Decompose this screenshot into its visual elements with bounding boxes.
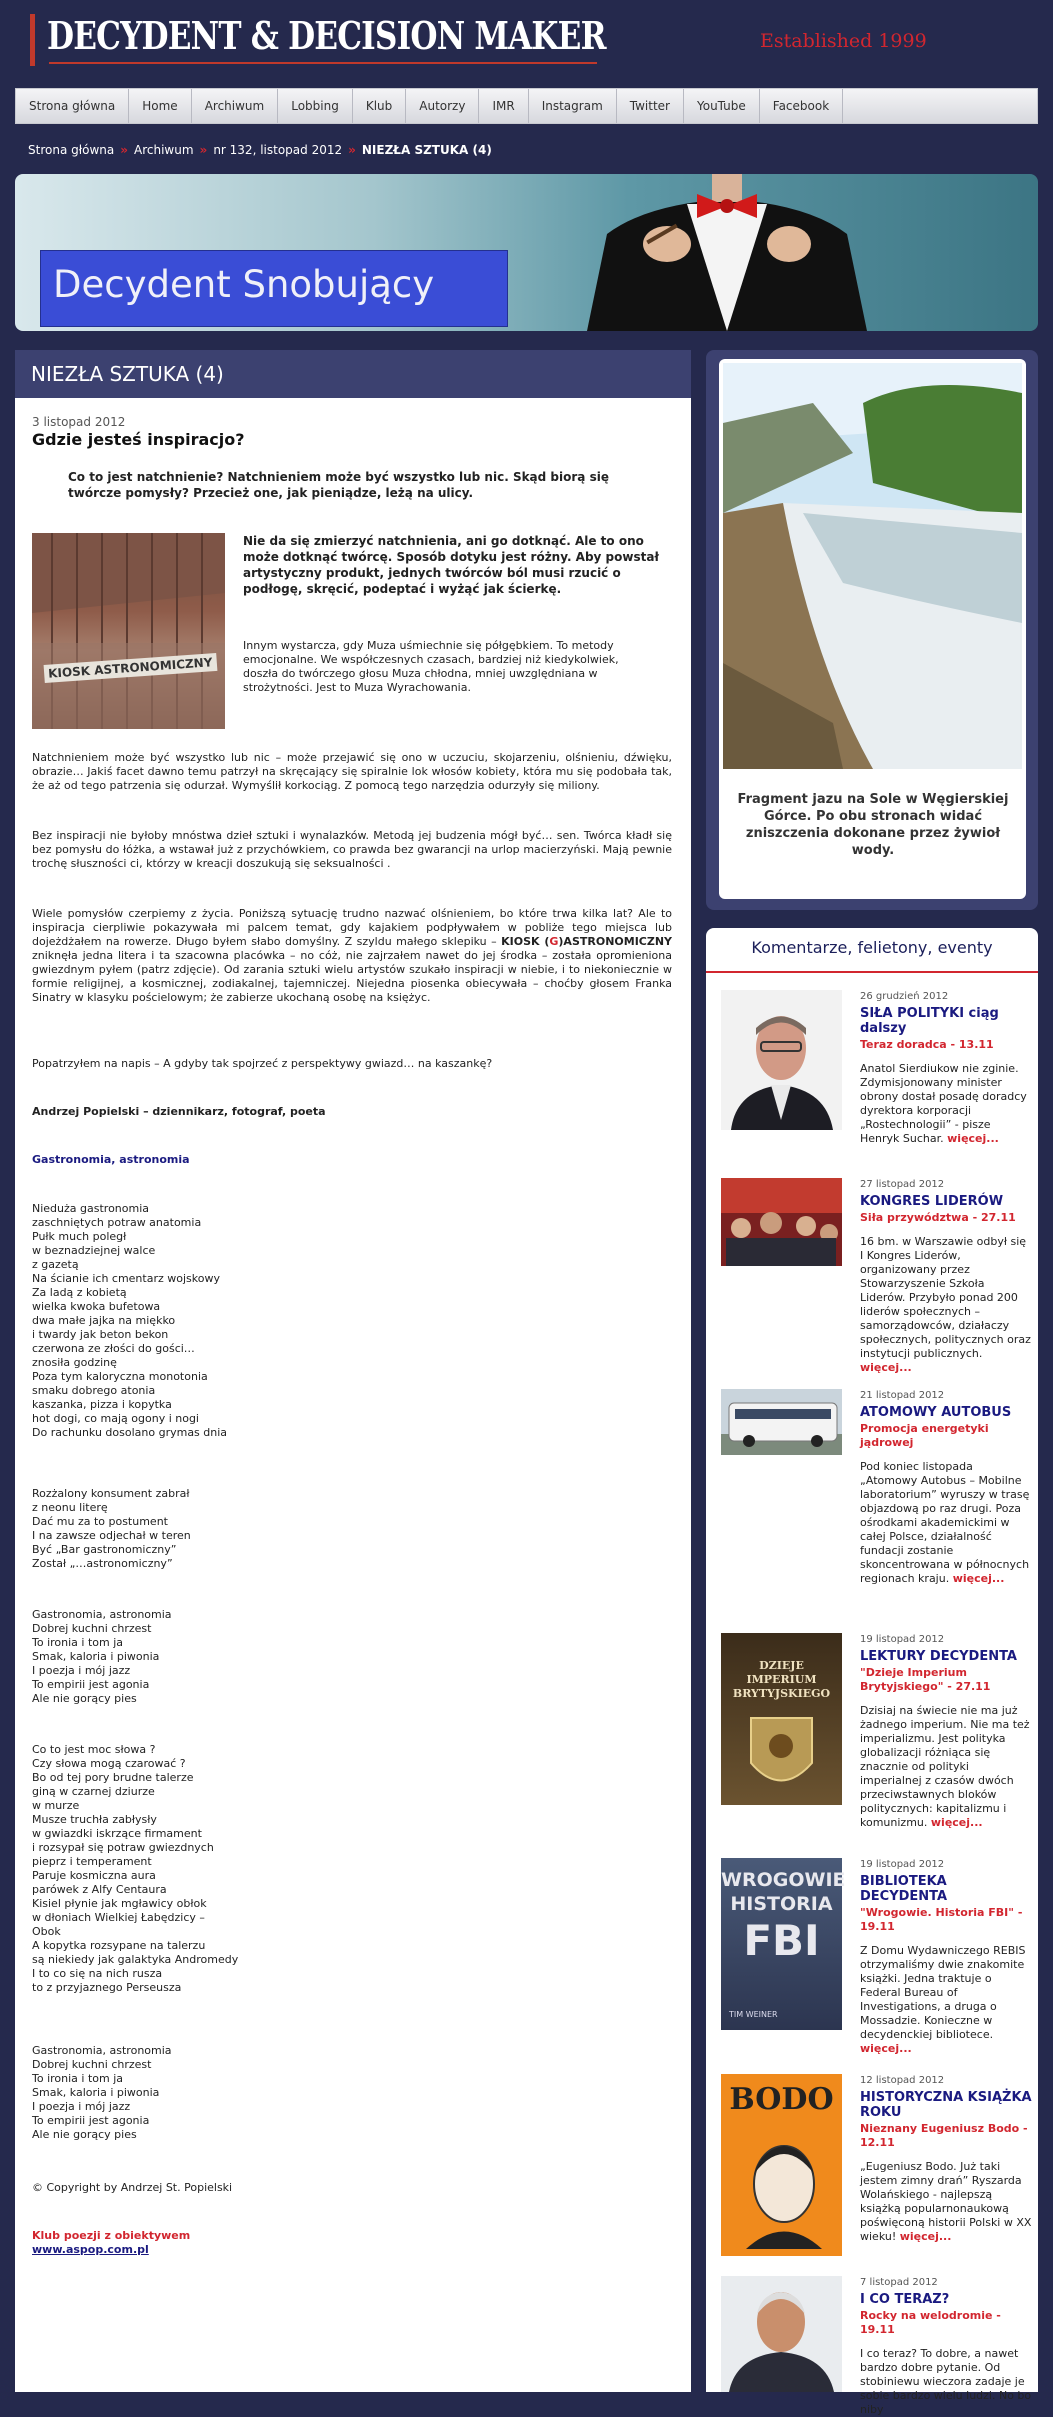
more-link[interactable]: więcej... bbox=[860, 1361, 912, 1374]
more-link[interactable]: więcej... bbox=[930, 1816, 983, 1829]
comment-date: 19 listopad 2012 bbox=[860, 1859, 945, 1870]
more-link[interactable]: więcej... bbox=[952, 1572, 1005, 1585]
congress-photo[interactable] bbox=[721, 1178, 842, 1266]
nav-imr[interactable]: IMR bbox=[479, 89, 528, 123]
more-link[interactable]: więcej... bbox=[860, 2042, 912, 2055]
kiosk-photo bbox=[32, 533, 225, 729]
breadcrumb-separator-icon: » bbox=[348, 143, 356, 157]
poem-stanza-2: Rozżalony konsument zabrał z neonu literę Dać mu za to postument I na zawsze odjechał w teren Być „Bar gastronomiczny” Został „…astronomiczny” bbox=[32, 1487, 191, 1570]
comment-title[interactable]: ATOMOWY AUTOBUS bbox=[860, 1405, 1012, 1420]
article-body bbox=[32, 415, 672, 2375]
fbi-book-author: TIM WEINER bbox=[729, 2010, 778, 2019]
book-cover-empire[interactable] bbox=[721, 1633, 842, 1805]
kiosk-building-image bbox=[32, 533, 225, 729]
comment-title[interactable]: HISTORYCZNA KSIĄŻKA ROKU bbox=[860, 2090, 1032, 2120]
section-title: NIEZŁA SZTUKA (4) bbox=[15, 350, 691, 398]
comment-subtitle[interactable]: "Wrogowie. Historia FBI" - 19.11 bbox=[860, 1906, 1023, 1933]
comment-body-text: Z Domu Wydawniczego REBIS otrzymaliśmy dwie znakomite książki. Jedna traktuje o Federal Bureau of Investigations, a druga o Mossadzie. Konieczne w decydenckiej bibliotece. bbox=[860, 1944, 1026, 2041]
comment-body-text: „Eugeniusz Bodo. Już taki jestem zimny drań” Ryszarda Wolańskiego - najlepszą książką popularnonaukową poświęconą historii Polski w XX wieku! bbox=[860, 2160, 1032, 2243]
comment-body-text: Pod koniec listopada „Atomowy Autobus – Mobilne laboratorium” wyruszy w trasę objazdową po raz drugi. Poza ośrodkami akademickimi w całej Polsce, działalność fundacji zostanie skoncentrowana w północnych regionach kraju. bbox=[860, 1460, 1030, 1585]
comment-subtitle[interactable]: Teraz doradca - 13.11 bbox=[860, 1038, 994, 1051]
comment-entry bbox=[721, 1858, 1031, 2054]
copyright: © Copyright by Andrzej St. Popielski bbox=[32, 2181, 233, 2194]
comment-entry bbox=[721, 2074, 1031, 2274]
breadcrumb-separator-icon: » bbox=[120, 143, 129, 157]
fbi-title-line-2: HISTORIA bbox=[730, 1893, 833, 1915]
crest-icon bbox=[741, 1708, 822, 1798]
comment-entry bbox=[721, 990, 1031, 1145]
featured-photo-card bbox=[719, 359, 1026, 899]
banner-title-box bbox=[40, 250, 508, 327]
site-logo[interactable] bbox=[30, 14, 728, 66]
featured-photo-panel bbox=[706, 350, 1038, 910]
nav-strona-glowna[interactable]: Strona główna bbox=[16, 89, 129, 123]
comment-text bbox=[860, 2074, 1032, 2244]
poem-stanza-3: Gastronomia, astronomia Dobrej kuchni chrzest To ironia i tom ja Smak, kaloria i piwonia I poezja i mój jazz To empirii jest agonia Ale nie gorący pies bbox=[32, 1608, 172, 1705]
comment-date: 12 listopad 2012 bbox=[860, 2075, 945, 2086]
main-nav bbox=[15, 88, 1038, 124]
poem-stanza-1: Nieduża gastronomia zaschniętych potraw anatomia Pułk much poległ w beznadziejnej walce z gazetą Na ścianie ich cmentarz wojskowy Za ladą z kobietą wielka kwoka bufetowa dwa małe jajka na miękko i twardy jak beton bekon czerwona ze złości do gości… znosiła godzinę Poza tym kaloryczna monotonia smaku dobrego atonia kaszanka, pizza i kopytka hot dogi, co mają ogony i nogi Do rachunku dosolano grymas dnia bbox=[32, 1202, 228, 1439]
bodo-title: BODO bbox=[729, 2082, 834, 2117]
comment-title[interactable]: KONGRES LIDERÓW bbox=[860, 1194, 1004, 1209]
comment-date: 27 listopad 2012 bbox=[860, 1179, 945, 1190]
comment-body bbox=[860, 1235, 1032, 1375]
banner-title: Decydent Snobujący bbox=[53, 263, 435, 306]
comment-subtitle[interactable]: Rocky na welodromie - 19.11 bbox=[860, 2309, 1001, 2336]
breadcrumb-separator-icon: » bbox=[199, 143, 208, 157]
poem-title: Gastronomia, astronomia bbox=[32, 1153, 190, 1166]
nav-instagram[interactable]: Instagram bbox=[529, 89, 617, 123]
comment-text bbox=[860, 2276, 1032, 2417]
comment-subtitle[interactable]: Nieznany Eugeniusz Bodo - 12.11 bbox=[860, 2122, 1028, 2149]
article-lead: Co to jest natchnienie? Natchnieniem może być wszystko lub nic. Skąd biorą się twórcze pomysły? Przecież one, jak pieniądze, leżą na ulicy. bbox=[68, 470, 609, 500]
article-paragraph-3 bbox=[32, 907, 672, 1005]
article-author: Andrzej Popielski – dziennikarz, fotograf, poeta bbox=[32, 1105, 326, 1118]
article-date: 3 listopad 2012 bbox=[32, 415, 126, 429]
comments-title: Komentarze, felietony, eventy bbox=[751, 938, 993, 957]
comment-body bbox=[860, 1944, 1032, 2056]
kiosk-letter-g: G bbox=[549, 935, 559, 948]
comment-subtitle[interactable]: "Dzieje Imperium Brytyjskiego" - 27.11 bbox=[860, 1666, 991, 1693]
comment-entry bbox=[721, 1389, 1031, 1611]
nav-twitter[interactable]: Twitter bbox=[617, 89, 684, 123]
comment-entry bbox=[721, 2276, 1032, 2416]
comment-body bbox=[860, 2160, 1032, 2244]
nav-lobbing[interactable]: Lobbing bbox=[278, 89, 353, 123]
article-paragraph-1: Natchnieniem może być wszystko lub nic – może przejawić się ono w uczuciu, skojarzeniu, olśnieniu, dźwięku, obrazie… Jakiś facet dawno temu patrzył na skręcający się spiralnie lok włosów kobiety, która mu się podobała tak, że aż od tego patrzenia się odurzał. Wymyślił korkociąg. Z pomocą tego narzędzia odurzyły się miliony. bbox=[32, 751, 672, 792]
more-link[interactable]: więcej... bbox=[899, 2230, 952, 2243]
nav-youtube[interactable]: YouTube bbox=[684, 89, 760, 123]
comment-date: 7 listopad 2012 bbox=[860, 2277, 938, 2288]
comment-entry bbox=[721, 1633, 1031, 1848]
kiosk-name-end: )ASTRONOMICZNY bbox=[558, 935, 673, 948]
article-panel bbox=[15, 350, 691, 2392]
article-paragraph-2: Bez inspiracji nie byłoby mnóstwa dzieł sztuki i wynalazków. Metodą jej budzenia mógł być… sen. Twórca kładł się bez pomysłu do łóżka, a wstawał już z przychówkiem, co prawda bez gwarancji na urlop macierzyński. Mają pewnie trochę słuszności ci, którzy w kreacji doszukują się seksualności . bbox=[32, 829, 672, 870]
breadcrumb-archive[interactable]: Archiwum bbox=[134, 143, 194, 157]
comment-subtitle[interactable]: Siła przywództwa - 27.11 bbox=[860, 1211, 1016, 1224]
nav-klub[interactable]: Klub bbox=[353, 89, 406, 123]
comment-title[interactable]: LEKTURY DECYDENTA bbox=[860, 1649, 1017, 1664]
comment-body-text: Dzisiaj na świecie nie ma już żadnego imperium. Nie ma też imperializmu. Jest polityka globalizacji różniąca się znacznie od polityki imperialnej z czasów dwóch przeciwstawnych bloków politycznych: kapitalizmu i komunizmu. bbox=[860, 1704, 1030, 1829]
man-portrait-photo[interactable] bbox=[721, 2276, 842, 2392]
header bbox=[0, 0, 1053, 86]
nav-facebook[interactable]: Facebook bbox=[760, 89, 843, 123]
breadcrumb-issue[interactable]: nr 132, listopad 2012 bbox=[213, 143, 343, 157]
comment-body: I co teraz? To dobre, a nawet bardzo dobre pytanie. Od stobiniewu wieczora zadaje je sobie bardzo wielu ludzi. No bo niby bbox=[860, 2347, 1032, 2416]
paragraph-3-start: Wiele pomysłów czerpiemy z życia. Poniższą sytuację trudno nazwać olśnieniem, bo które trwa kilka lat? Ale to inspiracja cierpliwie pokazywała mi palcem temat, gdy kajakiem podpływałem w pobliże tego miejsca lub dojeżdżałem na rowerze. Długo byłem słabo domyślny. Z szyldu małego sklepiku – bbox=[32, 907, 672, 948]
kiosk-name-start: KIOSK ( bbox=[501, 935, 550, 948]
comment-body-text: Anatol Sierdiukow nie zginie. Zdymisjonowany minister obrony dostał posadę doradcy dyrektora korporacji „Rostechnologii” - pisze Henryk Suchar. bbox=[860, 1062, 1027, 1145]
article-paragraph-4: Popatrzyłem na napis – A gdyby tak spojrzeć z perspektywy gwiazd… na kaszankę? bbox=[32, 1057, 493, 1070]
kiosk-sign-text: KIOSK ASTRONOMICZNY bbox=[44, 653, 217, 683]
bodo-portrait-image bbox=[736, 2134, 831, 2249]
nav-autorzy[interactable]: Autorzy bbox=[406, 89, 479, 123]
featured-photo-caption: Fragment jazu na Sole w Węgierskiej Górce. Po obu stronach widać zniszczenia dokonane przez żywioł wody. bbox=[737, 792, 1009, 858]
poem-stanza-5: Gastronomia, astronomia Dobrej kuchni chrzest To ironia i tom ja Smak, kaloria i piwonia I poezja i mój jazz To empirii jest agonia Ale nie gorący pies bbox=[32, 2044, 172, 2141]
breadcrumb bbox=[28, 143, 492, 157]
section-banner bbox=[15, 174, 1038, 331]
club-label: Klub poezji z obiektywem bbox=[32, 2229, 191, 2242]
club-link[interactable]: www.aspop.com.pl bbox=[32, 2243, 149, 2256]
article-title: Gdzie jesteś inspiracjo? bbox=[32, 430, 245, 449]
comments-panel bbox=[706, 928, 1038, 2416]
paragraph-3-end: zniknęła jedna litera i ta szacowna placówka – no cóż, nie zajrzałem nawet do jej środka – została opromieniona gwiezdnym pyłem (patrz zdjęcie). Od zarania sztuki wielu artystów szukało inspiracji w niebie, i to niekoniecznie w formie religijnej, a kosmicznej, zodiakalnej, tajemniczej. Niejedna piosenka obiecywała – choćby głosem Franka Sinatry w klasyku pościelowym; że zabierze ukochaną osobę na księżyc. bbox=[32, 949, 672, 1004]
comment-text bbox=[860, 1858, 1032, 2056]
comment-title[interactable]: SIŁA POLITYKI ciąg dalszy bbox=[860, 1006, 999, 1036]
portrait-photo[interactable] bbox=[721, 990, 842, 1130]
logo-underline bbox=[49, 62, 597, 64]
comment-body bbox=[860, 1062, 1032, 1146]
comment-text bbox=[860, 990, 1032, 1146]
nav-archiwum[interactable]: Archiwum bbox=[192, 89, 279, 123]
comment-title[interactable]: I CO TERAZ? bbox=[860, 2292, 950, 2307]
comment-date: 26 grudzień 2012 bbox=[860, 991, 949, 1002]
comment-subtitle[interactable]: Promocja energetyki jądrowej bbox=[860, 1422, 989, 1449]
book-title-text: DZIEJE IMPERIUM BRYTYJSKIEGO bbox=[732, 1659, 831, 1700]
fbi-title-line-3: FBI bbox=[743, 1916, 820, 1965]
book-cover-bodo[interactable] bbox=[721, 2074, 842, 2256]
comment-body-text: 16 bm. w Warszawie odbył się I Kongres Liderów, organizowany przez Stowarzyszenie Szkoła Liderów. Przybyło ponad 200 liderów społecznych – samorządowców, działaczy społecznych, politycznych oraz instytucji publicznych. bbox=[860, 1235, 1031, 1360]
breadcrumb-current: NIEZŁA SZTUKA (4) bbox=[361, 143, 492, 157]
logo-text: DECYDENT & DECISION MAKER bbox=[47, 13, 606, 58]
comment-text bbox=[860, 1633, 1032, 1830]
article-muza-paragraph: Innym wystarcza, gdy Muza uśmiechnie się półgębkiem. To metody emocjonalne. We współczesnych czasach, bardziej niż kiedykolwiek, doszła do twórczego głosu Muza chłodna, mniej uwzględniana w strożytności. Jest to Muza Wyrachowania. bbox=[243, 639, 619, 694]
poem-stanza-4: Co to jest moc słowa ? Czy słowa mogą czarować ? Bo od tej pory brudne talerze giną w czarnej dziurze w murze Musze truchła zabłysły w gwiazdki iskrzące firmament i rozsypał się potraw gwiezdnych pieprz i temperament Paruje kosmiczna aura parówek z Alfy Centaura Kisiel płynie jak mgławicy obłok w dłoniach Wielkiej Łabędzicy – Obok A kopytka rozsypane na talerzu są niekiedy jak galaktyka Andromedy I to co się na nich rusza to z przyjaznego Perseusza bbox=[32, 1743, 239, 1994]
comment-entry bbox=[721, 1178, 1031, 1388]
comment-text bbox=[860, 1178, 1032, 1375]
tuxedo-man-image bbox=[567, 174, 887, 331]
fbi-book-title bbox=[721, 1868, 846, 1966]
bus-photo[interactable] bbox=[721, 1389, 842, 1455]
comment-date: 19 listopad 2012 bbox=[860, 1634, 945, 1645]
established-label: Established 1999 bbox=[760, 30, 927, 52]
weir-photo bbox=[723, 363, 1022, 769]
breadcrumb-home[interactable]: Strona główna bbox=[28, 143, 115, 157]
fbi-title-line-1: WROGOWIE bbox=[721, 1869, 846, 1891]
comment-text bbox=[860, 1389, 1032, 1586]
comment-date: 21 listopad 2012 bbox=[860, 1390, 945, 1401]
comment-title[interactable]: BIBLIOTEKA DECYDENTA bbox=[860, 1874, 948, 1904]
article-bold-paragraph: Nie da się zmierzyć natchnienia, ani go dotknąć. Ale to ono może dotknąć twórcę. Sposób dotyku jest różny. Aby powstał artystyczny produkt, jednych twórców ból musi rzucić o podłogę, skręcić, podeptać i wyżąć jak ścierkę. bbox=[243, 534, 659, 596]
more-link[interactable]: więcej... bbox=[947, 1132, 999, 1145]
comments-divider bbox=[706, 971, 1038, 973]
comment-body bbox=[860, 1704, 1032, 1830]
comment-body bbox=[860, 1460, 1032, 1586]
nav-home[interactable]: Home bbox=[129, 89, 191, 123]
book-cover-fbi[interactable] bbox=[721, 1858, 846, 2030]
